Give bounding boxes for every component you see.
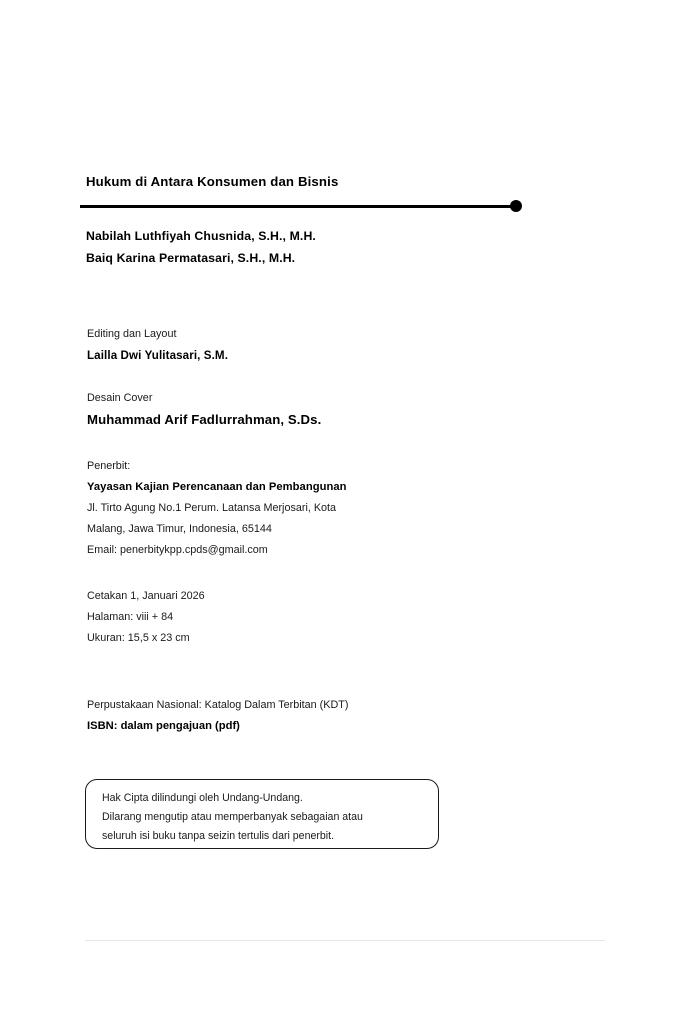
copyright-line: Dilarang mengutip atau memperbanyak sebagaian atau xyxy=(102,811,363,823)
credit-cover-design xyxy=(87,388,321,431)
credit-person-name: Muhammad Arif Fadlurrahman, S.Ds. xyxy=(87,412,322,427)
page-title: Hukum di Antara Konsumen dan Bisnis xyxy=(86,174,339,189)
publisher-address-line: Jl. Tirto Agung No.1 Perum. Latansa Merjosari, Kota xyxy=(87,502,337,514)
edition-printing: Cetakan 1, Januari 2026 xyxy=(87,590,205,602)
credit-role-label: Desain Cover xyxy=(87,392,153,404)
edition-size: Ukuran: 15,5 x 23 cm xyxy=(87,632,190,644)
footer-divider xyxy=(85,940,605,941)
publisher-email: Email: penerbitykpp.cpds@gmail.com xyxy=(87,544,268,556)
edition-details xyxy=(87,586,205,649)
author-name: Baiq Karina Permatasari, S.H., M.H. xyxy=(86,250,296,265)
edition-pages: Halaman: viii + 84 xyxy=(87,611,174,623)
author-name: Nabilah Luthfiyah Chusnida, S.H., M.H. xyxy=(86,229,316,243)
publisher-address-line: Malang, Jawa Timur, Indonesia, 65144 xyxy=(87,523,272,535)
credit-role-label: Editing dan Layout xyxy=(87,328,177,340)
title-divider xyxy=(80,200,522,216)
credits-section xyxy=(87,324,321,453)
publisher-section xyxy=(87,456,347,561)
divider-line xyxy=(80,205,517,208)
isbn-value: ISBN: dalam pengajuan (pdf) xyxy=(87,720,240,732)
copyright-line: Hak Cipta dilindungi oleh Undang-Undang. xyxy=(102,792,303,804)
divider-dot-icon xyxy=(510,200,522,212)
copyright-line: seluruh isi buku tanpa seizin tertulis dari penerbit. xyxy=(102,830,335,842)
copyright-notice-text xyxy=(102,789,428,846)
credit-editing xyxy=(87,324,321,366)
publisher-label: Penerbit: xyxy=(87,460,131,472)
catalog-section xyxy=(87,695,348,737)
author-list xyxy=(86,226,316,269)
publisher-name: Yayasan Kajian Perencanaan dan Pembangunan xyxy=(87,481,347,493)
catalog-label: Perpustakaan Nasional: Katalog Dalam Terbitan (KDT) xyxy=(87,699,349,711)
credit-person-name: Lailla Dwi Yulitasari, S.M. xyxy=(87,349,229,362)
copyright-notice-box xyxy=(85,779,439,849)
